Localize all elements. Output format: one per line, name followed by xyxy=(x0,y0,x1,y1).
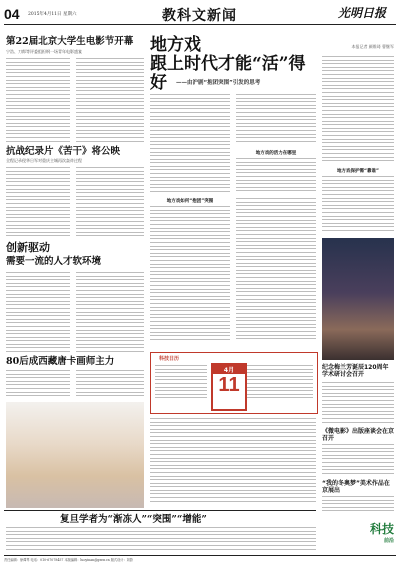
thangka-painters-photo xyxy=(6,402,144,508)
main-section-3-heading: 地方戏保护需“靠谁” xyxy=(337,169,379,174)
left-article-2-subtitle: 全程记录侵华日军对重庆主城再次轰炸过程 xyxy=(6,158,82,163)
opera-stage-photo xyxy=(322,238,394,360)
left-article-2-body-b xyxy=(76,167,144,237)
left-article-1-body-b xyxy=(76,58,144,142)
main-body-col-3a xyxy=(322,56,394,166)
right-brief-2-title: 《微电影》出版座谈会在京召开 xyxy=(322,428,395,442)
section-title: 教科文新闻 xyxy=(162,8,237,24)
science-calendar-box xyxy=(150,352,318,414)
main-section-2-heading: 地方戏如何“抱团”突围 xyxy=(166,199,214,204)
main-body-col-3b xyxy=(322,176,394,236)
main-body-col-2c xyxy=(236,198,316,346)
calendar-month: 4月 xyxy=(213,365,245,374)
right-brief-2-body xyxy=(322,444,394,476)
issue-date: 2015年4月11日 星期六 xyxy=(28,12,77,17)
science-tag-small: 前沿 xyxy=(383,538,394,544)
left-article-1-subtitle: 宁浩、刀郎等评委组担纲一场青年电影盛宴 xyxy=(6,49,82,54)
left-article-3-body-a xyxy=(6,272,70,352)
left-article-1-title: 第22届北京大学生电影节开幕 xyxy=(6,36,134,47)
main-body-col-2b xyxy=(236,158,316,194)
page-number: 04 xyxy=(4,6,20,22)
main-title-line-2: 跟上时代才能“活”得好 xyxy=(150,54,306,93)
calendar-page xyxy=(211,363,247,411)
right-brief-3-title: “我的冬奥梦”美术作品在京展出 xyxy=(322,480,390,494)
footer-rule xyxy=(4,555,396,556)
left-article-4-body-b xyxy=(76,370,144,400)
bottom-article-body xyxy=(6,527,316,553)
main-title-line-1: 地方戏 xyxy=(150,35,201,55)
science-tag-big: 科技 xyxy=(369,522,394,536)
right-brief-1-title: 纪念梅兰芳诞辰120周年学术研讨会召开 xyxy=(322,364,389,378)
left-article-3-title: 创新驱动 xyxy=(6,241,50,254)
main-body-col-2a xyxy=(236,94,316,146)
left-article-2-title: 抗战纪录片《苦干》将公映 xyxy=(6,146,121,157)
bottom-article-title: 复旦学者为“渐冻人”“突围”“增能” xyxy=(60,514,207,525)
right-brief-1-body xyxy=(322,382,394,426)
newspaper-logo: 光明日报 xyxy=(338,6,387,20)
left-article-3-title-2: 需要一流的人才软环境 xyxy=(6,256,102,267)
bottom-rule xyxy=(4,510,316,511)
left-article-4-body-a xyxy=(6,370,70,400)
main-subtitle: ——由沪剧“抱团突围”引发的思考 xyxy=(176,80,261,86)
left-article-3-body-b xyxy=(76,272,144,352)
main-body-col-1 xyxy=(150,94,230,194)
science-frontier-tag xyxy=(322,520,394,552)
main-body-col-1b xyxy=(150,206,230,346)
left-article-1-body-a xyxy=(6,58,70,142)
main-section-1-heading: 地方戏的活力在哪里 xyxy=(255,151,297,156)
right-brief-3-body xyxy=(322,496,394,516)
main-byline: 本报记者 颜维琦 曹继军 xyxy=(351,44,394,49)
calendar-day: 11 xyxy=(218,374,240,396)
left-article-2-body-a xyxy=(6,167,70,237)
calendar-text-left xyxy=(155,365,207,405)
calendar-text-right xyxy=(247,365,313,405)
header-rule xyxy=(4,24,396,25)
footer-credits: 责任编辑：徐谭琴 电话：010-67078457 本版编辑：luoyinan@gmw.cn 版式设计：刘影 xyxy=(4,558,134,562)
main-body-lower xyxy=(150,418,316,508)
calendar-banner: 科技日历 xyxy=(159,356,180,362)
left-article-4-title: 80后成西藏唐卡画师主力 xyxy=(6,356,115,367)
